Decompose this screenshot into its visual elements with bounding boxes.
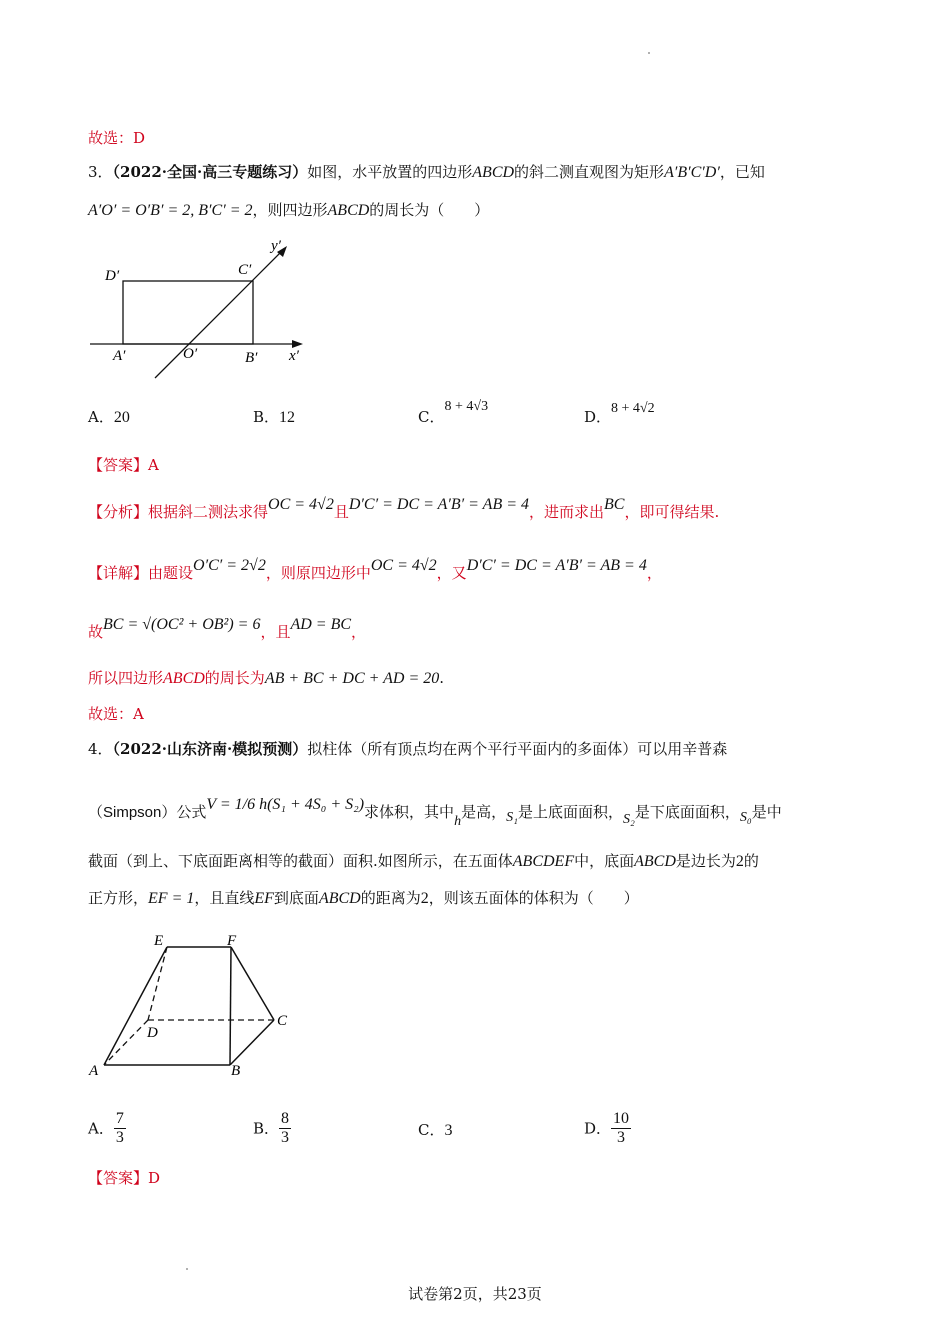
q4-option-a-den: 3 (115, 1129, 124, 1146)
q4-s0: S₀ (739, 810, 752, 825)
q4-line4-b: ，且直线 (194, 889, 255, 907)
q4-abcd: ABCD (634, 853, 676, 870)
q3-figure (85, 232, 325, 384)
scan-dot (186, 1268, 188, 1270)
q3-stem-line2 (88, 200, 489, 221)
q3-source: （2022·全国·高三专题练习） (112, 163, 308, 181)
q4-option-b-label: B． (253, 1119, 280, 1138)
q4-option-d-label: D． (584, 1119, 612, 1138)
q3-option-b-value: 12 (279, 409, 296, 426)
q4-two: 2 (735, 853, 744, 870)
q4-figure (85, 925, 310, 1085)
scan-dot (648, 52, 650, 54)
q4-source: （2022·山东济南·模拟预测） (112, 740, 308, 758)
q3-conclusion: 故选：A (88, 705, 144, 723)
q3-line2-a: 故 (88, 623, 104, 641)
q3-y-axis (155, 252, 281, 378)
q3-answer-value: A (148, 456, 159, 474)
prev-answer: 故选：D (88, 129, 146, 147)
q3-option-d (584, 401, 655, 429)
q3-line3-c: . (439, 669, 445, 687)
q3-detail-m3: D′C′ = DC = A′B′ = AB = 4 (466, 557, 647, 574)
q3-label-a: A′ (113, 348, 126, 364)
q4-option-b-fraction (279, 1110, 291, 1147)
q3-label-c: C′ (238, 262, 252, 278)
q4-label-c: C (277, 1013, 288, 1029)
q3-line3-m: AB + BC + DC + AD = 20 (264, 670, 440, 687)
q4-option-a-label: A． (88, 1119, 114, 1138)
q3-option-a (88, 407, 130, 428)
q4-label-d: D (147, 1025, 158, 1041)
q4-abcdef: ABCDEF (512, 853, 575, 870)
q4-stem-line2 (88, 796, 782, 829)
q4-simpson: （Simpson）公式 (88, 804, 207, 821)
q4-edge-da (104, 1020, 148, 1065)
q4-line4-c: 到底面 (273, 889, 319, 907)
q4-line3-a: 截面（到上、下底面距离相等的截面）面积.如图所示，在五面体 (88, 852, 513, 870)
q3-detail-a: 由题设 (148, 564, 194, 582)
q4-formula: V = 1/6 h(S₁ + 4S₀ + S₂) (206, 796, 365, 813)
q3-analysis-d: ，即可得结果. (624, 503, 720, 521)
q3-answer (88, 455, 159, 475)
q4-stem-b: 求体积，其中 (364, 803, 455, 821)
q3-given: A′O′ = O′B′ = 2, B′C′ = 2 (88, 202, 253, 219)
q3-analysis-tag: 【分析】 (88, 503, 149, 521)
q3-option-c-label: C． (418, 408, 445, 426)
q4-two-2: 2 (420, 890, 429, 907)
q3-analysis-m1: OC = 4√2 (268, 496, 334, 513)
q4-line4-a: 正方形， (88, 889, 149, 907)
q4-h: h (454, 814, 462, 829)
q4-edge-ea (104, 947, 167, 1065)
q3-analysis-a: 根据斜二测法求得 (148, 503, 269, 521)
q4-abcd-2: ABCD (318, 890, 361, 907)
q3-option-b-label: B． (253, 408, 280, 426)
q4-line4-d: 的距离为 (360, 889, 421, 907)
q3-stem-b: 的斜二测直观图为矩形 (514, 163, 665, 181)
q4-label-a: A (89, 1063, 99, 1079)
q4-ef1: EF = 1 (148, 890, 195, 907)
q3-line3-a: 所以四边形 (88, 669, 164, 687)
q3-line2-c: ， (351, 623, 367, 641)
q4-line3-c: 是边长为 (675, 852, 736, 870)
q3-analysis (88, 496, 720, 523)
q3-detail-d: ， (646, 564, 662, 582)
q3-stem-a: 如图，水平放置的四边形 (307, 163, 473, 181)
page-footer: 试卷第2页，共23页 (408, 1285, 542, 1303)
q4-answer (88, 1168, 160, 1188)
q3-option-c (418, 399, 489, 429)
q3-label-b: B′ (245, 350, 258, 366)
q4-option-b-num: 8 (281, 1110, 290, 1127)
q3-answer-tag: 【答案】 (88, 456, 149, 474)
q4-stem-c: 是高， (461, 803, 507, 821)
q3-detail-c: ，又 (436, 564, 467, 582)
q4-option-c-value: 3 (444, 1122, 453, 1139)
q3-option-d-value: 8 + 4√2 (611, 401, 655, 416)
q3-stem-d: ，则四边形 (252, 201, 328, 219)
q4-s2: S₂ (622, 812, 635, 827)
q3-option-d-label: D． (584, 408, 612, 426)
q4-stem-e: 是下底面面积， (634, 803, 740, 821)
q3-detail-line2 (88, 616, 367, 643)
q4-label-f: F (227, 933, 237, 949)
q3-option-a-label: A． (88, 408, 114, 426)
q4-edge-fc (231, 947, 274, 1020)
q4-stem-line3 (88, 851, 759, 872)
q3-analysis-c: ，进而求出 (529, 503, 605, 521)
q4-stem-line4 (88, 888, 639, 909)
q3-detail-line3 (88, 668, 444, 689)
q4-line3-b: 中，底面 (574, 852, 635, 870)
q4-option-a-num: 7 (115, 1110, 124, 1127)
q4-label-b: B (231, 1063, 241, 1079)
q3-line2-b: ，且 (260, 623, 291, 641)
q4-edge-fb (230, 947, 231, 1065)
q4-stem-line1 (88, 739, 727, 759)
q3-label-y: y′ (271, 238, 281, 254)
q3-option-a-value: 20 (113, 409, 130, 426)
q4-option-b-den: 3 (281, 1129, 290, 1146)
q4-option-c-label: C． (418, 1121, 445, 1139)
q4-option-d (584, 1110, 631, 1147)
q3-line2-m1: BC = √(OC² + OB²) = 6 (103, 616, 261, 633)
q3-analysis-m2: D′C′ = DC = A′B′ = AB = 4 (348, 496, 530, 513)
q4-stem-d: 是上底面面积， (517, 803, 623, 821)
q4-line4-e: ，则该五面体的体积为（ ） (428, 889, 639, 907)
q4-answer-value: D (148, 1169, 161, 1187)
q4-option-b (253, 1110, 291, 1147)
q3-detail (88, 557, 662, 584)
q4-answer-tag: 【答案】 (88, 1169, 149, 1187)
q3-analysis-b: 且 (333, 503, 349, 521)
q3-detail-tag: 【详解】 (88, 564, 149, 582)
q4-option-d-num: 10 (613, 1110, 630, 1127)
q3-analysis-m3: BC (604, 496, 625, 513)
q3-number: 3． (88, 163, 113, 181)
q4-line3-d: 的 (743, 852, 759, 870)
q3-rectangle (123, 281, 253, 344)
q3-line3-abcd: ABCD (163, 670, 205, 687)
q3-stem-c: ，已知 (719, 163, 765, 181)
q4-option-a (88, 1110, 126, 1147)
q4-label-e: E (154, 933, 164, 949)
q3-x-arrow (292, 340, 303, 348)
q3-option-b (253, 407, 295, 428)
q4-number: 4． (88, 740, 113, 758)
q3-label-x: x′ (289, 348, 299, 364)
q3-option-c-value: 8 + 4√3 (444, 399, 489, 414)
q4-option-c (418, 1120, 452, 1141)
q3-line3-b: 的周长为 (204, 669, 265, 687)
q4-stem-f: 是中 (751, 803, 782, 821)
q4-s1: S₁ (506, 810, 518, 825)
q4-option-d-den: 3 (617, 1129, 626, 1146)
q3-rect: A′B′C′D′ (664, 164, 720, 181)
q3-label-d: D′ (105, 268, 120, 284)
q4-option-d-fraction (611, 1110, 631, 1147)
q4-stem-a: 拟柱体（所有顶点均在两个平行平面内的多面体）可以用辛普森 (307, 740, 728, 758)
q3-detail-b: ，则原四边形中 (265, 564, 371, 582)
q4-ef: EF (254, 890, 274, 907)
q3-detail-m1: O′C′ = 2√2 (193, 557, 266, 574)
q3-line2-m2: AD = BC (290, 616, 352, 633)
q4-option-a-fraction (114, 1110, 126, 1147)
q4-edge-ed (148, 947, 167, 1020)
q3-stem-line1 (88, 162, 765, 183)
q3-label-o: O′ (183, 346, 198, 362)
q3-detail-m2: OC = 4√2 (370, 557, 437, 574)
q3-abcd-2: ABCD (327, 202, 370, 219)
q3-stem-e: 的周长为（ ） (369, 201, 490, 219)
q4-edge-bc (230, 1020, 274, 1065)
q3-abcd: ABCD (472, 164, 515, 181)
